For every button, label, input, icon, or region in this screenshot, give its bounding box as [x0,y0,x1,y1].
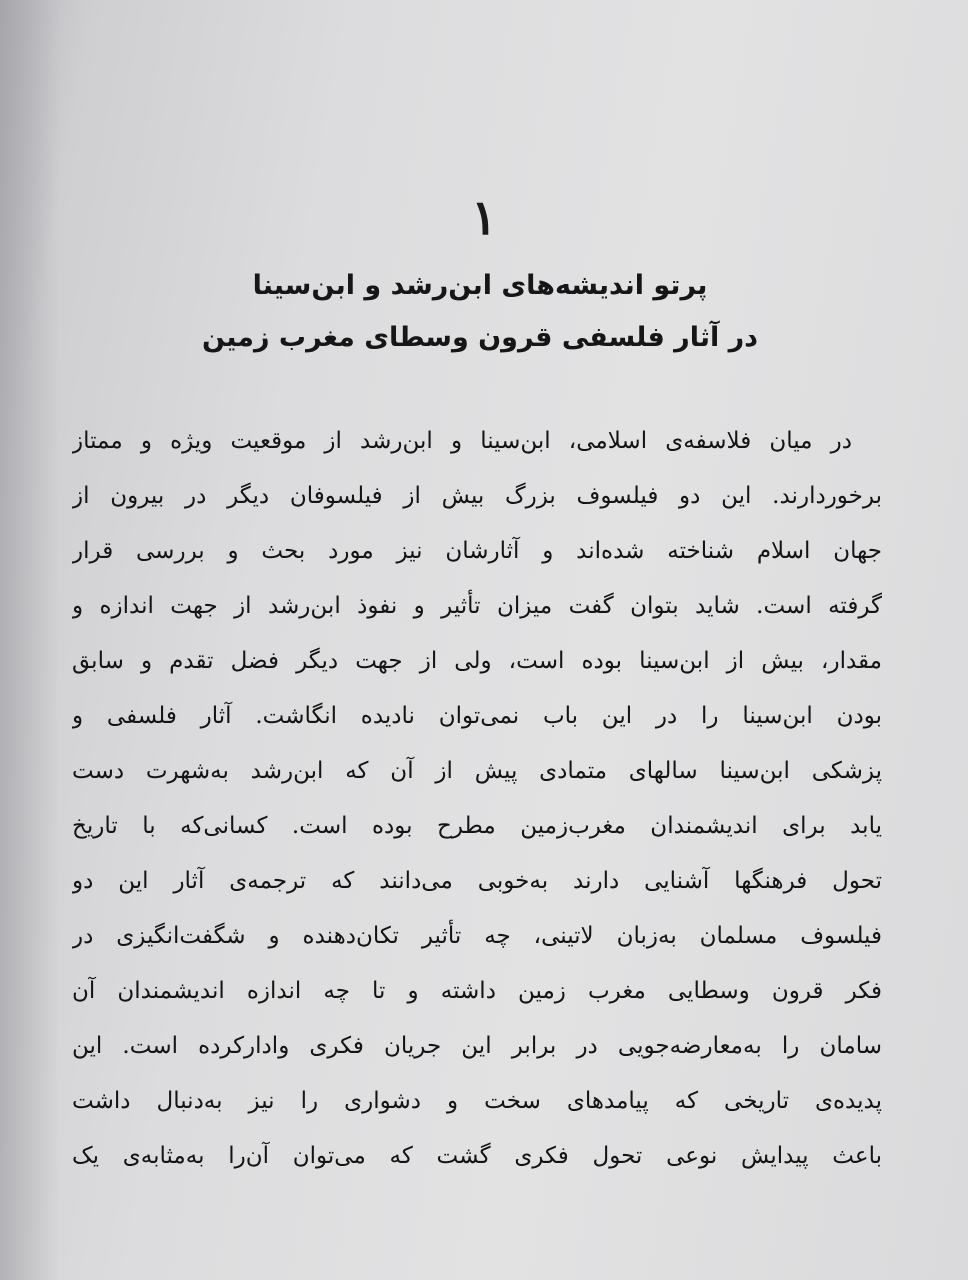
body-line: در میان فلاسفه‌ی اسلامی، ابن‌سینا و ابن‌رشد از موقعیت ویژه و ممتاز [72,428,852,454]
body-line: پزشکی ابن‌سینا سالهای متمادی پیش از آن که ابن‌رشد به‌شهرت دست [72,758,882,784]
chapter-title-line-2: در آثار فلسفی قرون وسطای مغرب زمین [201,322,759,353]
body-line: گرفته است. شاید بتوان گفت میزان تأثیر و نفوذ ابن‌رشد از جهت اندازه و [72,593,882,619]
chapter-number: ۱ [471,190,497,246]
body-line: فیلسوف مسلمان به‌زبان لاتینی، چه تأثیر تکان‌دهنده و شگفت‌انگیزی در [72,923,882,949]
body-line: یابد برای اندیشمندان مغرب‌زمین مطرح بوده است. کسانی‌که با تاریخ [72,813,882,839]
chapter-title-line-1: پرتو اندیشه‌های ابن‌رشد و ابن‌سینا [252,270,708,301]
body-line: بودن ابن‌سینا را در این باب نمی‌توان نادیده انگاشت. آثار فلسفی و [72,703,882,729]
body-line: برخوردارند. این دو فیلسوف بزرگ بیش از فیلسوفان دیگر در بیرون از [72,483,882,509]
body-line: جهان اسلام شناخته شده‌اند و آثارشان نیز مورد بحث و بررسی قرار [72,538,882,564]
body-line: باعث پیدایش نوعی تحول فکری گشت که می‌توان آن‌را به‌مثابه‌ی یک [72,1143,882,1169]
body-line: پدیده‌ی تاریخی که پیامدهای سخت و دشواری را نیز به‌دنبال داشت [72,1088,882,1114]
body-line: تحول فرهنگها آشنایی دارند به‌خوبی می‌دانند که ترجمه‌ی آثار این دو [72,868,882,894]
body-line: مقدار، بیش از ابن‌سینا بوده است، ولی از جهت دیگر فضل تقدم و سابق [72,648,882,674]
body-paragraph [72,414,882,1184]
body-line: سامان را به‌معارضه‌جویی در برابر این جریان فکری وادارکرده است. این [72,1033,882,1059]
body-line: فکر قرون وسطایی مغرب زمین داشته و تا چه اندازه اندیشمندان آن [72,978,882,1004]
